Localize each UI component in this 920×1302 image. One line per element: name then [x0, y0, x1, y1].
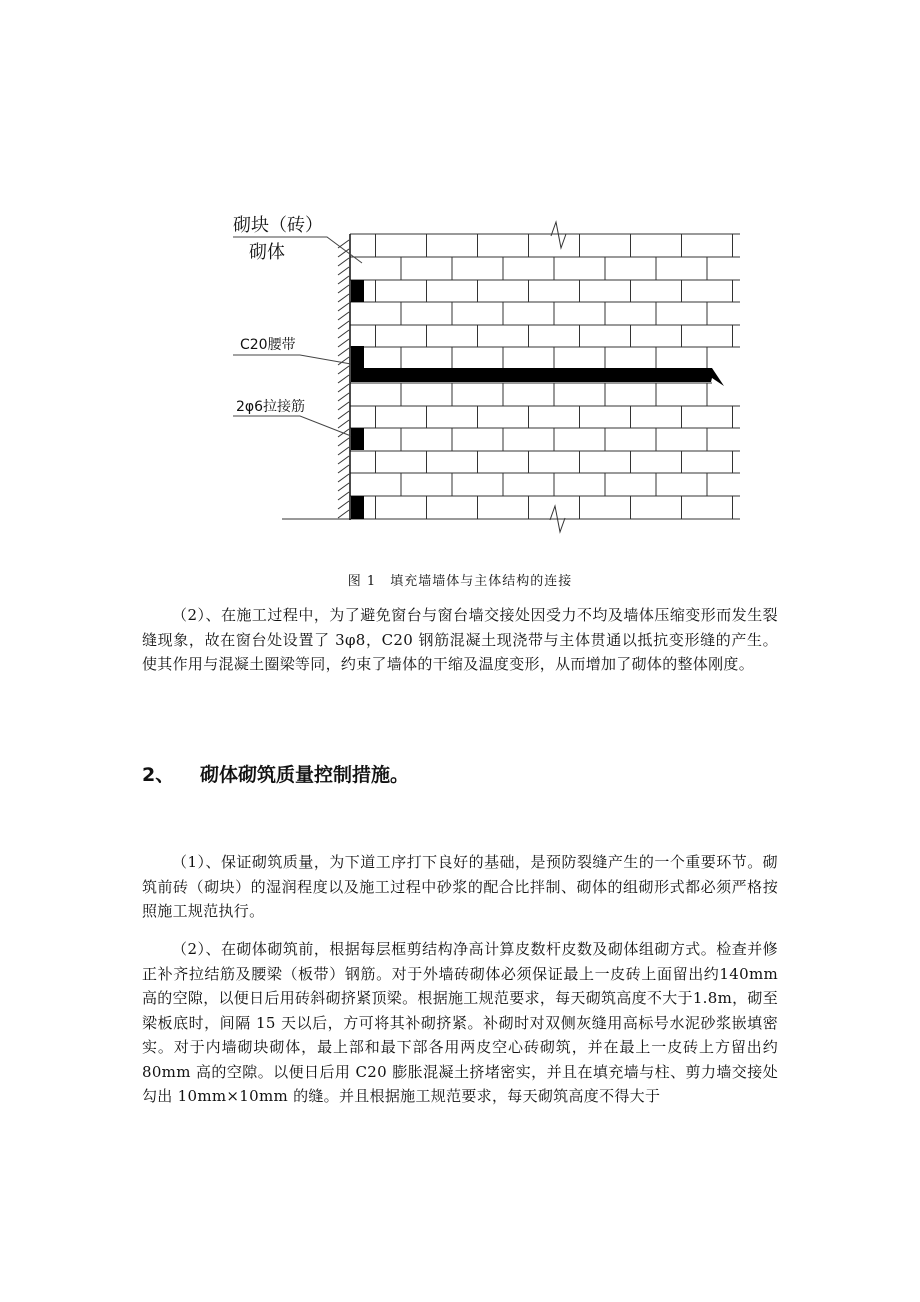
label-masonry: 砌体: [249, 242, 285, 263]
section-title: 砌体砌筑质量控制措施。: [200, 764, 410, 786]
c20-belt-band: [351, 346, 724, 386]
paragraph-quality-assurance: （1）、保证砌筑质量，为下道工序打下良好的基础，是预防裂缝产生的一个重要环节。砌筑前砖（砌块）的湿润程度以及施工过程中砂浆的配合比拌制、砌体的组砌形式都必须严格按照施工规范执行。: [142, 853, 778, 920]
figure-caption: 图 1 填充墙墙体与主体结构的连接: [347, 574, 573, 589]
label-block-brick: 砌块（砖）: [233, 215, 323, 236]
wall-connection-figure: [0, 0, 920, 560]
section-heading: [142, 760, 409, 787]
label-tie-rebar: 2φ6拉接筋: [236, 399, 306, 415]
label-c20-belt: C20腰带: [240, 337, 296, 353]
section-number: 2、: [142, 764, 175, 786]
tie-bar-blocks: [351, 280, 364, 519]
column-hatching: [338, 240, 349, 518]
paragraph-window-sill: （2）、在施工过程中，为了避免窗台与窗台墙交接处因受力不均及墙体压缩变形而发生裂缝现象，故在窗台处设置了 3φ8，C20 钢筋混凝土现浇带与主体贯通以抵抗变形缝的产生。使其作用与混凝土圈梁等同，约束了墙体的干缩及温度变形，从而增加了砌体的整体刚度。: [142, 606, 778, 673]
paragraph-construction-details: （2）、在砌体砌筑前，根据每层框剪结构净高计算皮数杆皮数及砌体组砌方式。检查并修正补齐拉结筋及腰梁（板带）钢筋。对于外墙砖砌体必须保证最上一皮砖上面留出约140mm 高的空隙，以便日后用砖斜砌挤紧顶梁。根据施工规范要求，每天砌筑高度不大于1.8m，砌至梁板底时，间隔 15 天以后，方可将其补砌挤紧。补砌时对双侧灰缝用高标号水泥砂浆嵌填密实。对于内墙砌块砌体，最上部和最下部各用两皮空心砖砌筑，并在最上一皮砖上方留出约 80mm 高的空隙。以便日后用 C20 膨胀混凝土挤堵密实，并且在填充墙与柱、剪力墙交接处勾出 10mm×10mm 的缝。并且根据施工规范要求，每天砌筑高度不得大于: [142, 940, 778, 1105]
